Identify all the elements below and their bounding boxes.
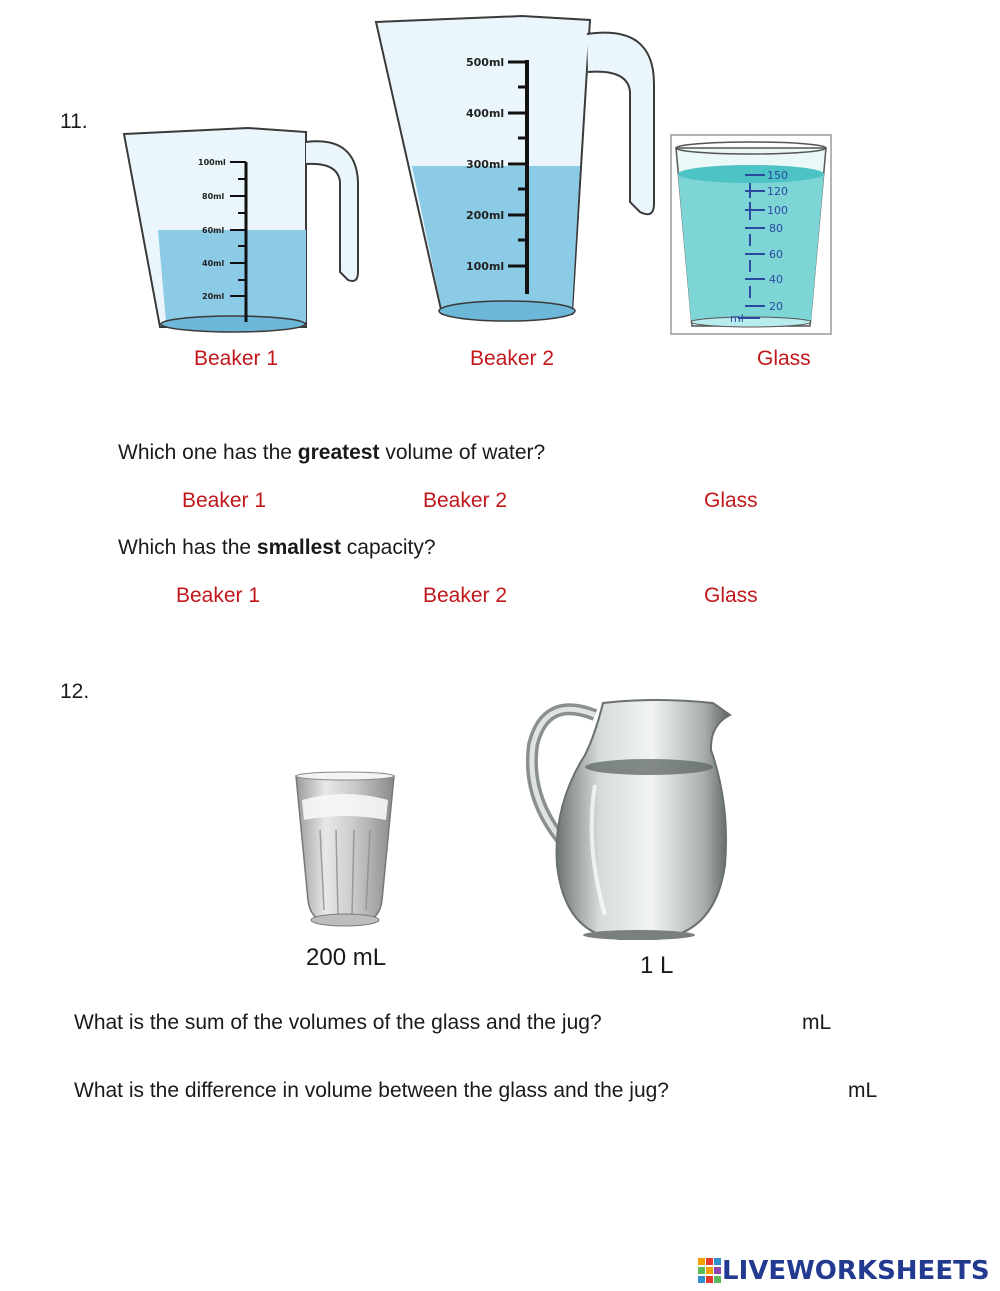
question-smallest-capacity xyxy=(118,536,436,560)
glass-volume-label: 200 mL xyxy=(306,944,387,971)
beaker-1-scale-60: 60ml xyxy=(202,226,225,235)
question-text: capacity? xyxy=(340,536,436,559)
glass-scale-60: 60 xyxy=(769,248,783,261)
glass-scale-20: 20 xyxy=(769,300,783,313)
question-12-number: 12. xyxy=(60,680,90,703)
beaker-1-image xyxy=(118,122,368,337)
beaker-2-scale-500: 500ml xyxy=(466,56,505,69)
option-q1-beaker-2[interactable]: Beaker 2 xyxy=(423,489,508,512)
beaker-2-scale-400: 400ml xyxy=(466,107,505,120)
liveworksheets-wordmark: LIVEWORKSHEETS xyxy=(722,1256,990,1286)
measuring-glass-image xyxy=(670,134,832,336)
water-jug-image xyxy=(525,695,740,945)
option-q2-beaker-1[interactable]: Beaker 1 xyxy=(176,584,261,607)
option-q2-beaker-2[interactable]: Beaker 2 xyxy=(423,584,508,607)
beaker-1-scale-40: 40ml xyxy=(202,259,225,268)
liveworksheets-logo xyxy=(698,1256,990,1286)
sum-question: What is the sum of the volumes of the glass and the jug? xyxy=(74,1011,602,1034)
sum-unit: mL xyxy=(802,1011,832,1034)
difference-unit: mL xyxy=(848,1079,878,1102)
glass-scale-80: 80 xyxy=(769,222,783,235)
glass-scale-unit: ml xyxy=(730,312,744,325)
glass-scale-120: 120 xyxy=(767,185,788,198)
question-text: Which has the xyxy=(118,536,257,559)
beaker-2-scale-200: 200ml xyxy=(466,209,505,222)
caption-beaker-2: Beaker 2 xyxy=(470,347,555,370)
jug-volume-label: 1 L xyxy=(640,952,674,979)
caption-beaker-1: Beaker 1 xyxy=(194,347,279,370)
option-q1-beaker-1[interactable]: Beaker 1 xyxy=(182,489,267,512)
glass-scale-100: 100 xyxy=(767,204,788,217)
beaker-2-scale-100: 100ml xyxy=(466,260,505,273)
option-q2-glass[interactable]: Glass xyxy=(704,584,758,607)
question-text: Which one has the xyxy=(118,441,298,464)
beaker-2-scale-300: 300ml xyxy=(466,158,505,171)
option-q1-glass[interactable]: Glass xyxy=(704,489,758,512)
beaker-1-scale-80: 80ml xyxy=(202,192,225,201)
question-text: volume of water? xyxy=(379,441,546,464)
beaker-1-scale-100: 100ml xyxy=(198,158,226,167)
caption-glass: Glass xyxy=(757,347,811,370)
drinking-glass-image xyxy=(290,770,400,935)
beaker-2-image xyxy=(372,14,662,329)
beaker-1-scale-20: 20ml xyxy=(202,292,225,301)
question-keyword: smallest xyxy=(256,536,341,559)
glass-scale-150: 150 xyxy=(767,169,788,182)
liveworksheets-icon xyxy=(698,1258,722,1284)
question-11-number: 11. xyxy=(60,110,88,133)
question-greatest-volume xyxy=(118,441,545,465)
question-keyword: greatest xyxy=(297,441,380,464)
glass-scale-40: 40 xyxy=(769,273,783,286)
difference-question: What is the difference in volume between the glass and the jug? xyxy=(74,1079,669,1102)
